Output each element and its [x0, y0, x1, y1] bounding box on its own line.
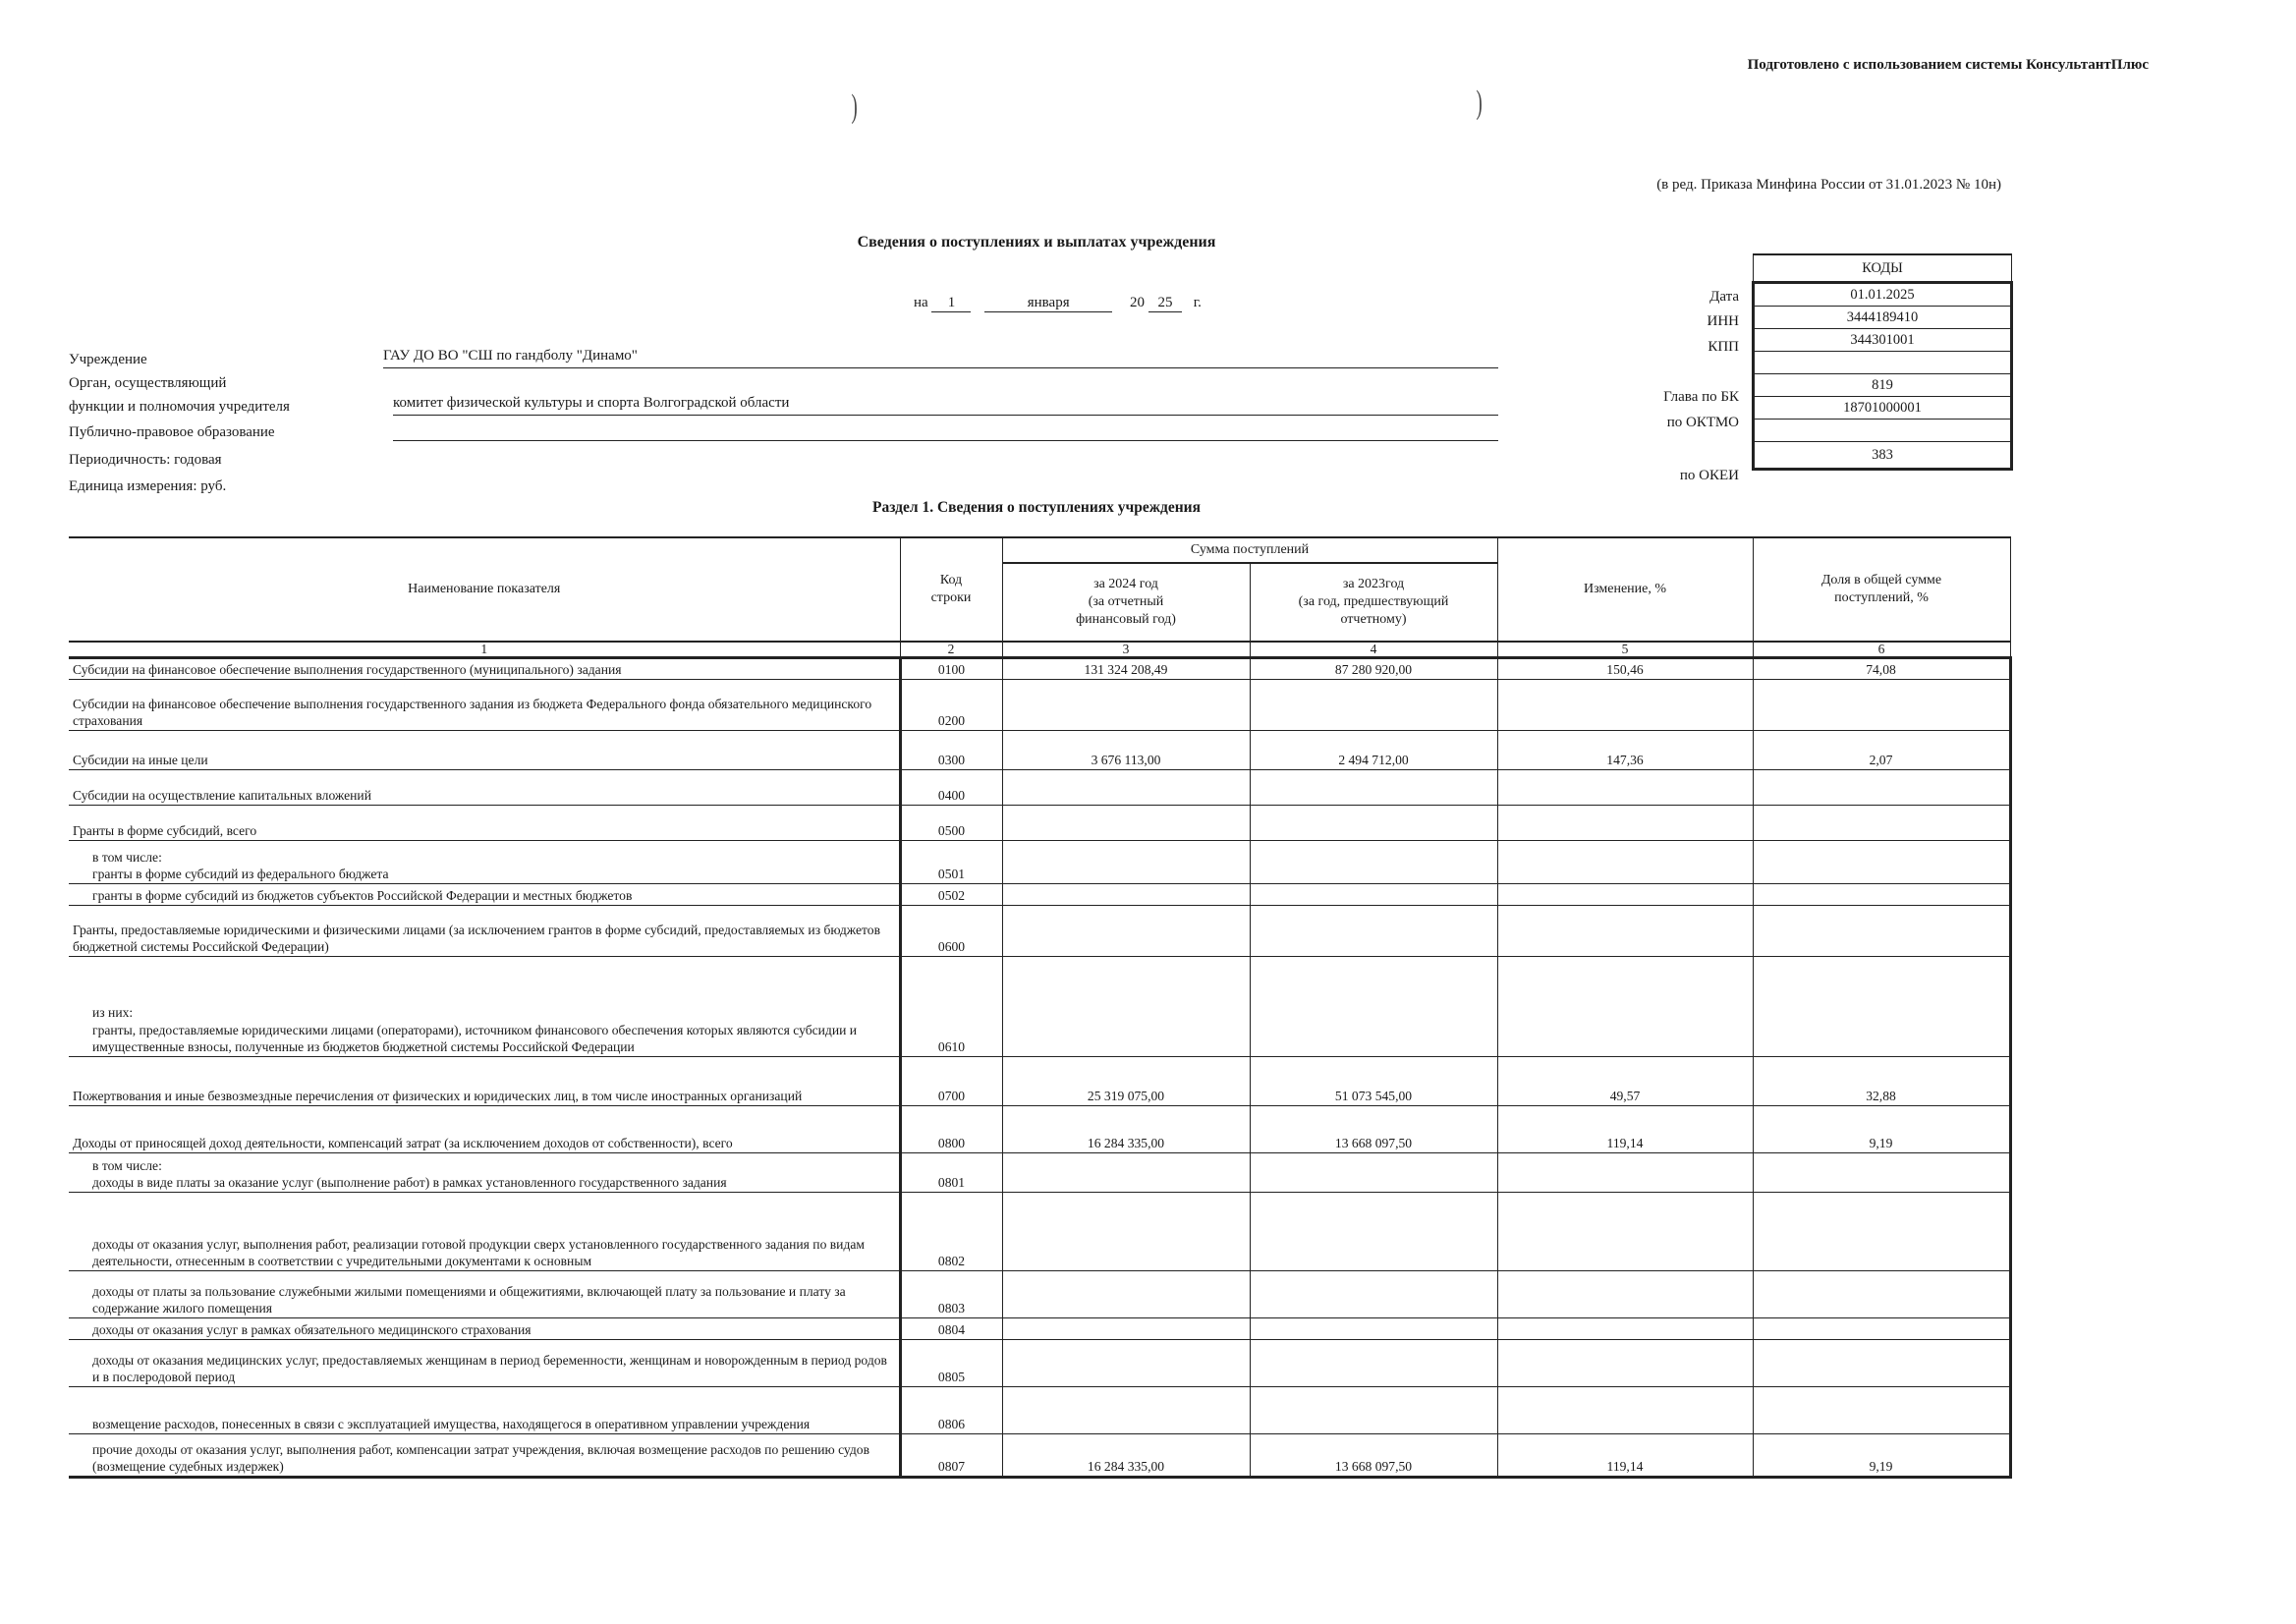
row-name: Субсидии на финансовое обеспечение выполнения государственного (муниципального) задания — [69, 658, 900, 680]
row-change — [1497, 884, 1753, 906]
row-share — [1753, 806, 2010, 841]
date-prefix: на — [914, 295, 928, 310]
col-number: 3 — [1002, 642, 1250, 658]
row-amount-2024 — [1002, 806, 1250, 841]
date-month: января — [984, 295, 1112, 312]
table-row — [69, 841, 2010, 884]
row-amount-2023: 87 280 920,00 — [1250, 658, 1497, 680]
row-code: 0400 — [900, 770, 1002, 806]
table-row — [69, 1387, 2010, 1434]
row-change — [1497, 841, 1753, 884]
public-entity-value — [393, 420, 1498, 441]
code-label-kpp: КПП — [1708, 339, 1739, 355]
row-amount-2023 — [1250, 1387, 1497, 1434]
row-name: из них: гранты, предоставляемые юридическими лицами (операторами), источником финансового обеспечения которых являются субсидии и имущественные взносы, полученные из бюджетов бюджетной системы Российской Федерации — [69, 957, 900, 1057]
col-number: 4 — [1250, 642, 1497, 658]
row-amount-2024 — [1002, 906, 1250, 957]
row-name: в том числе: гранты в форме субсидий из федерального бюджета — [69, 841, 900, 884]
codes-header: КОДЫ — [1754, 254, 2012, 283]
row-share — [1753, 1153, 2010, 1193]
row-amount-2024 — [1002, 770, 1250, 806]
row-change — [1497, 957, 1753, 1057]
row-change — [1497, 806, 1753, 841]
report-date-line — [914, 295, 1202, 312]
row-amount-2023 — [1250, 806, 1497, 841]
table-row — [69, 806, 2010, 841]
row-amount-2023 — [1250, 770, 1497, 806]
row-amount-2024 — [1002, 1318, 1250, 1340]
row-name: Пожертвования и иные безвозмездные перечисления от физических и юридических лиц, в том числе иностранных организаций — [69, 1057, 900, 1106]
table-row — [69, 1193, 2010, 1271]
row-share — [1753, 884, 2010, 906]
code-bk: 819 — [1754, 374, 2012, 397]
row-share: 9,19 — [1753, 1106, 2010, 1153]
col-number: 5 — [1497, 642, 1753, 658]
row-share — [1753, 1318, 2010, 1340]
col-number: 2 — [900, 642, 1002, 658]
row-change: 147,36 — [1497, 731, 1753, 770]
row-amount-2023: 13 668 097,50 — [1250, 1434, 1497, 1478]
table-row — [69, 884, 2010, 906]
code-empty-row — [1754, 352, 2012, 374]
row-amount-2024: 16 284 335,00 — [1002, 1434, 1250, 1478]
row-amount-2023 — [1250, 957, 1497, 1057]
row-amount-2023 — [1250, 1193, 1497, 1271]
row-name: Субсидии на иные цели — [69, 731, 900, 770]
code-inn: 3444189410 — [1754, 307, 2012, 329]
row-change — [1497, 1318, 1753, 1340]
header-2023 — [1250, 563, 1497, 642]
row-name: Гранты, предоставляемые юридическими и физическими лицами (за исключением грантов в форме субсидий, предоставляемых из бюджетов бюджетной системы Российской Федерации) — [69, 906, 900, 957]
header-code-line1: Код — [939, 572, 963, 588]
row-amount-2024: 131 324 208,49 — [1002, 658, 1250, 680]
date-year-prefix: 20 — [1129, 295, 1145, 310]
code-kpp: 344301001 — [1754, 329, 2012, 352]
table-row — [69, 680, 2010, 731]
header-2024-line1: за 2024 год — [1093, 576, 1158, 591]
table-row — [69, 957, 2010, 1057]
row-amount-2024: 3 676 113,00 — [1002, 731, 1250, 770]
code-label-date: Дата — [1709, 289, 1739, 305]
row-code: 0600 — [900, 906, 1002, 957]
row-name: Гранты в форме субсидий, всего — [69, 806, 900, 841]
code-label-inn: ИНН — [1707, 313, 1739, 329]
table-row — [69, 770, 2010, 806]
row-code: 0802 — [900, 1193, 1002, 1271]
row-amount-2023 — [1250, 1318, 1497, 1340]
row-change — [1497, 770, 1753, 806]
row-amount-2024 — [1002, 1387, 1250, 1434]
scan-mark: ) — [1476, 84, 1483, 121]
header-2023-line1: за 2023год — [1342, 576, 1405, 591]
header-2023-line3: отчетному) — [1340, 612, 1407, 628]
header-2023-line2: (за год, предшествующий — [1298, 593, 1449, 609]
founder-value: комитет физической культуры и спорта Волгоградской области — [393, 395, 1498, 416]
table-row — [69, 1106, 2010, 1153]
header-share-line1: Доля в общей сумме — [1820, 572, 1942, 588]
header-share — [1753, 537, 2010, 642]
code-empty-row — [1754, 420, 2012, 442]
row-name: доходы от оказания услуг в рамках обязательного медицинского страхования — [69, 1318, 900, 1340]
row-code: 0300 — [900, 731, 1002, 770]
row-code: 0804 — [900, 1318, 1002, 1340]
row-share: 32,88 — [1753, 1057, 2010, 1106]
col-number: 1 — [69, 642, 900, 658]
row-name: в том числе: доходы в виде платы за оказание услуг (выполнение работ) в рамках установленного государственного задания — [69, 1153, 900, 1193]
row-amount-2023 — [1250, 680, 1497, 731]
receipts-table — [69, 536, 2012, 1479]
date-year-suffix: 25 — [1148, 295, 1182, 312]
row-code: 0800 — [900, 1106, 1002, 1153]
row-code: 0803 — [900, 1271, 1002, 1318]
row-code: 0500 — [900, 806, 1002, 841]
row-change: 119,14 — [1497, 1106, 1753, 1153]
periodicity: Периодичность: годовая — [69, 452, 222, 468]
table-row — [69, 658, 2010, 680]
scan-mark: ) — [851, 88, 858, 125]
row-code: 0700 — [900, 1057, 1002, 1106]
code-label-okei: по ОКЕИ — [1679, 468, 1739, 483]
row-name: Доходы от приносящей доход деятельности, компенсаций затрат (за исключением доходов от собственности), всего — [69, 1106, 900, 1153]
row-amount-2023 — [1250, 1340, 1497, 1387]
header-name: Наименование показателя — [69, 537, 900, 642]
row-name: гранты в форме субсидий из бюджетов субъектов Российской Федерации и местных бюджетов — [69, 884, 900, 906]
public-entity-label: Публично-правовое образование — [69, 424, 275, 440]
row-share — [1753, 841, 2010, 884]
row-amount-2023: 51 073 545,00 — [1250, 1057, 1497, 1106]
edition-note: (в ред. Приказа Минфина России от 31.01.2023 № 10н) — [1656, 177, 2001, 193]
row-share — [1753, 1193, 2010, 1271]
row-amount-2023 — [1250, 884, 1497, 906]
row-amount-2024 — [1002, 1271, 1250, 1318]
table-row — [69, 1057, 2010, 1106]
founder-label-line1: Орган, осуществляющий — [69, 375, 227, 391]
row-share — [1753, 680, 2010, 731]
row-share: 2,07 — [1753, 731, 2010, 770]
document-title: Сведения о поступлениях и выплатах учреждения — [857, 234, 1216, 251]
row-code: 0501 — [900, 841, 1002, 884]
founder-label-line2: функции и полномочия учредителя — [69, 399, 290, 415]
table-row — [69, 1318, 2010, 1340]
table-row — [69, 1434, 2010, 1478]
row-amount-2024 — [1002, 1340, 1250, 1387]
institution-label: Учреждение — [69, 352, 147, 367]
row-amount-2024 — [1002, 841, 1250, 884]
header-code — [900, 537, 1002, 642]
row-change: 150,46 — [1497, 658, 1753, 680]
row-amount-2023: 2 494 712,00 — [1250, 731, 1497, 770]
row-name: Субсидии на осуществление капитальных вложений — [69, 770, 900, 806]
table-row — [69, 1271, 2010, 1318]
row-code: 0805 — [900, 1340, 1002, 1387]
table-row — [69, 906, 2010, 957]
row-code: 0610 — [900, 957, 1002, 1057]
row-code: 0100 — [900, 658, 1002, 680]
row-amount-2024 — [1002, 1193, 1250, 1271]
row-amount-2024 — [1002, 680, 1250, 731]
header-2024 — [1002, 563, 1250, 642]
row-amount-2024 — [1002, 957, 1250, 1057]
code-okei: 383 — [1754, 442, 2012, 470]
codes-table — [1752, 253, 2013, 471]
date-suffix: г. — [1193, 295, 1202, 310]
row-amount-2023 — [1250, 841, 1497, 884]
row-code: 0801 — [900, 1153, 1002, 1193]
row-name: доходы от оказания медицинских услуг, предоставляемых женщинам в период беременности, женщинам и новорожденным в период родов и в послеродовой период — [69, 1340, 900, 1387]
row-name: возмещение расходов, понесенных в связи с эксплуатацией имущества, находящегося в оперативном управлении учреждения — [69, 1387, 900, 1434]
header-share-line2: поступлений, % — [1834, 590, 1929, 605]
row-name: доходы от оказания услуг, выполнения работ, реализации готовой продукции сверх установленного государственного задания по видам деятельности, отнесенным в соответствии с учредительными документами к основным — [69, 1193, 900, 1271]
row-amount-2024: 25 319 075,00 — [1002, 1057, 1250, 1106]
unit-of-measure: Единица измерения: руб. — [69, 478, 227, 494]
row-share — [1753, 1271, 2010, 1318]
section-title: Раздел 1. Сведения о поступлениях учреждения — [872, 499, 1201, 516]
row-amount-2023 — [1250, 906, 1497, 957]
col-number: 6 — [1753, 642, 2010, 658]
institution-value: ГАУ ДО ВО "СШ по гандболу "Динамо" — [383, 348, 1498, 368]
table-row — [69, 731, 2010, 770]
date-day: 1 — [931, 295, 971, 312]
row-name: прочие доходы от оказания услуг, выполнения работ, компенсации затрат учреждения, включая возмещение расходов по решению судов (возмещение судебных издержек) — [69, 1434, 900, 1478]
row-amount-2024: 16 284 335,00 — [1002, 1106, 1250, 1153]
row-code: 0502 — [900, 884, 1002, 906]
table-row — [69, 1340, 2010, 1387]
row-share — [1753, 957, 2010, 1057]
row-change — [1497, 906, 1753, 957]
row-code: 0200 — [900, 680, 1002, 731]
row-amount-2023 — [1250, 1153, 1497, 1193]
row-share: 74,08 — [1753, 658, 2010, 680]
row-amount-2024 — [1002, 884, 1250, 906]
row-code: 0806 — [900, 1387, 1002, 1434]
header-code-line2: строки — [930, 590, 972, 605]
code-label-oktmo: по ОКТМО — [1666, 415, 1739, 430]
prepared-note: Подготовлено с использованием системы КонсультантПлюс — [1747, 57, 2149, 73]
row-change: 119,14 — [1497, 1434, 1753, 1478]
header-sum: Сумма поступлений — [1002, 537, 1497, 563]
row-amount-2023 — [1250, 1271, 1497, 1318]
row-change — [1497, 1153, 1753, 1193]
row-change — [1497, 1193, 1753, 1271]
table-row — [69, 1153, 2010, 1193]
row-share: 9,19 — [1753, 1434, 2010, 1478]
code-oktmo: 18701000001 — [1754, 397, 2012, 420]
row-amount-2023: 13 668 097,50 — [1250, 1106, 1497, 1153]
row-share — [1753, 1340, 2010, 1387]
row-name: Субсидии на финансовое обеспечение выполнения государственного задания из бюджета Федерального фонда обязательного медицинского страхования — [69, 680, 900, 731]
row-change — [1497, 1340, 1753, 1387]
code-date: 01.01.2025 — [1754, 283, 2012, 307]
row-name: доходы от платы за пользование служебными жилыми помещениями и общежитиями, включающей плату за пользование и плату за содержание жилого помещения — [69, 1271, 900, 1318]
header-change: Изменение, % — [1497, 537, 1753, 642]
row-share — [1753, 906, 2010, 957]
header-2024-line2: (за отчетный — [1088, 593, 1164, 609]
code-label-bk: Глава по БК — [1663, 389, 1739, 405]
row-change: 49,57 — [1497, 1057, 1753, 1106]
row-change — [1497, 1271, 1753, 1318]
row-share — [1753, 1387, 2010, 1434]
row-amount-2024 — [1002, 1153, 1250, 1193]
row-code: 0807 — [900, 1434, 1002, 1478]
row-share — [1753, 770, 2010, 806]
row-change — [1497, 680, 1753, 731]
header-2024-line3: финансовый год) — [1076, 612, 1176, 628]
row-change — [1497, 1387, 1753, 1434]
